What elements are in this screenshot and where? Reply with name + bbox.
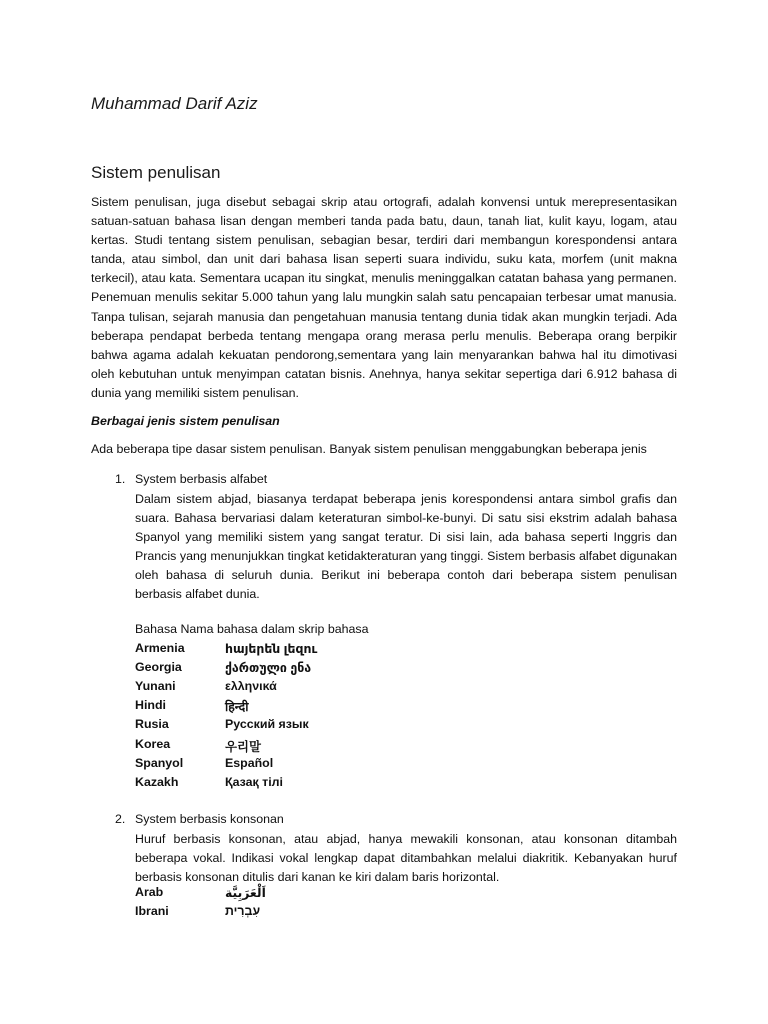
language-name: Kazakh [135,775,179,789]
language-name: Ibrani [135,904,169,918]
types-intro: Ada beberapa tipe dasar sistem penulisan. Banyak sistem penulisan menggabungkan beberapa jenis [91,442,647,456]
language-name: Armenia [135,641,185,655]
language-name: Yunani [135,679,176,693]
page-title: Sistem penulisan [91,163,221,182]
list-item-title: System berbasis konsonan [135,812,284,826]
language-script: ქართული ენა [225,661,312,675]
language-name: Rusia [135,717,169,731]
language-script: ελληνικά [225,679,277,693]
list-item-body: Dalam sistem abjad, biasanya terdapat beberapa jenis korespondensi antara simbol grafis dan suara. Bahasa bervariasi dalam keteraturan simbol-ke-bunyi. Di satu sisi ekstrim adalah bahasa Spanyol yang memiliki sistem yang sangat teratur. Di sisi lain, ada bahasa seperti Inggris dan Prancis yang menunjukkan tingkat ketidakteraturan yang tinggi. Sistem berbasis alfabet digunakan oleh bahasa di seluruh dunia. Berikut ini beberapa contoh dari beberapa sistem penulisan berbasis alfabet dunia. [135,492,677,602]
list-item-number: 2. [115,812,126,826]
table-header: Bahasa Nama bahasa dalam skrip bahasa [135,622,369,636]
language-script: اَلْعَرَبِيَّة [225,886,266,900]
list-item-number: 1. [115,472,126,486]
language-name: Arab [135,885,164,899]
language-script: Русский язык [225,717,309,731]
language-script: हिन्दी [225,700,249,714]
language-script: Қазақ тілі [225,775,283,789]
list-item-body: Huruf berbasis konsonan, atau abjad, hanya mewakili konsonan, atau konsonan ditambah beberapa vokal. Indikasi vokal lengkap dapat ditambahkan melalui diakritik. Kebanyakan huruf berbasis konsonan ditulis dari kanan ke kiri dalam baris horizontal. [135,832,677,885]
language-name: Korea [135,737,171,751]
language-script: հայերեն լեզու [225,642,318,656]
language-script: Español [225,756,274,770]
language-script: 우리말 [225,740,261,754]
author-name: Muhammad Darif Aziz [91,94,258,113]
list-item-title: System berbasis alfabet [135,472,268,486]
language-name: Hindi [135,698,166,712]
language-script: עִבְרִית [225,904,261,918]
language-name: Georgia [135,660,182,674]
section-subheading: Berbagai jenis sistem penulisan [91,414,280,428]
intro-paragraph: Sistem penulisan, juga disebut sebagai skrip atau ortografi, adalah konvensi untuk merepresentasikan satuan-satuan bahasa lisan dengan memberi tanda pada batu, daun, tanah liat, kulit kayu, logam, atau kertas. Studi tentang sistem penulisan, sebagian besar, terdiri dari membangun korespondensi antara tanda, atau simbol, dan unit dari bahasa lisan seperti suara individu, suku kata, morfem (unit makna terkecil), atau kata. Sementara ucapan itu singkat, menulis meninggalkan catatan bahasa yang permanen. Penemuan menulis sekitar 5.000 tahun yang lalu mungkin salah satu pencapaian terbesar umat manusia. Tanpa tulisan, sejarah manusia dan pengetahuan manusia tentang dunia tidak akan mungkin terjadi. Ada beberapa pendapat berbeda tentang mengapa orang merasa perlu menulis. Beberapa orang berpikir bahwa agama adalah kekuatan pendorong,sementara yang lain menyarankan bahwa hal itu dimotivasi oleh kebutuhan untuk menyimpan catatan bisnis. Anehnya, hanya sekitar sepertiga dari 6.912 bahasa di dunia yang memiliki sistem penulisan. [91,195,677,400]
language-name: Spanyol [135,756,184,770]
